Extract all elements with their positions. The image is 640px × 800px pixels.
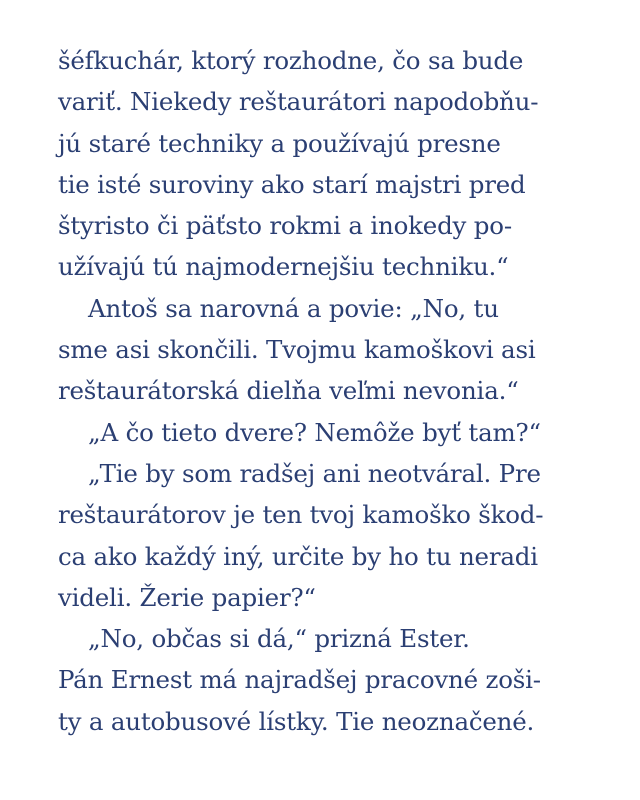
text-line: ca ako každý iný, určite by ho tu neradi [58, 541, 538, 571]
paragraph-start-line: „Tie by som radšej ani neotváral. Pre [88, 458, 541, 488]
body-text [58, 40, 588, 742]
text-line: ty a autobusové lístky. Tie neoznačené. [58, 706, 535, 736]
text-line: štyristo či päťsto rokmi a inokedy po- [58, 211, 512, 241]
text-line: reštaurátorská dielňa veľmi nevonia.“ [58, 376, 519, 406]
text-line: Pán Ernest má najradšej pracovné zoši- [58, 665, 541, 695]
paragraph-start-line: „No, občas si dá,“ prizná Ester. [88, 624, 470, 654]
paragraph-start-line: Antoš sa narovná a povie: „No, tu [88, 293, 499, 323]
text-line: sme asi skončili. Tvojmu kamoškovi asi [58, 335, 536, 365]
text-line: tie isté suroviny ako starí majstri pred [58, 169, 526, 199]
text-line: variť. Niekedy reštaurátori napodobňu- [58, 87, 539, 117]
paragraph-start-line: „A čo tieto dvere? Nemôže byť tam?“ [88, 417, 541, 447]
text-line: šéfkuchár, ktorý rozhodne, čo sa bude [58, 46, 524, 75]
text-line: videli. Žerie papier?“ [58, 582, 316, 612]
text-line: jú staré techniky a používajú presne [58, 128, 501, 158]
text-line: reštaurátorov je ten tvoj kamoško škod- [58, 500, 544, 530]
text-line: užívajú tú najmodernejšiu techniku.“ [58, 252, 509, 282]
